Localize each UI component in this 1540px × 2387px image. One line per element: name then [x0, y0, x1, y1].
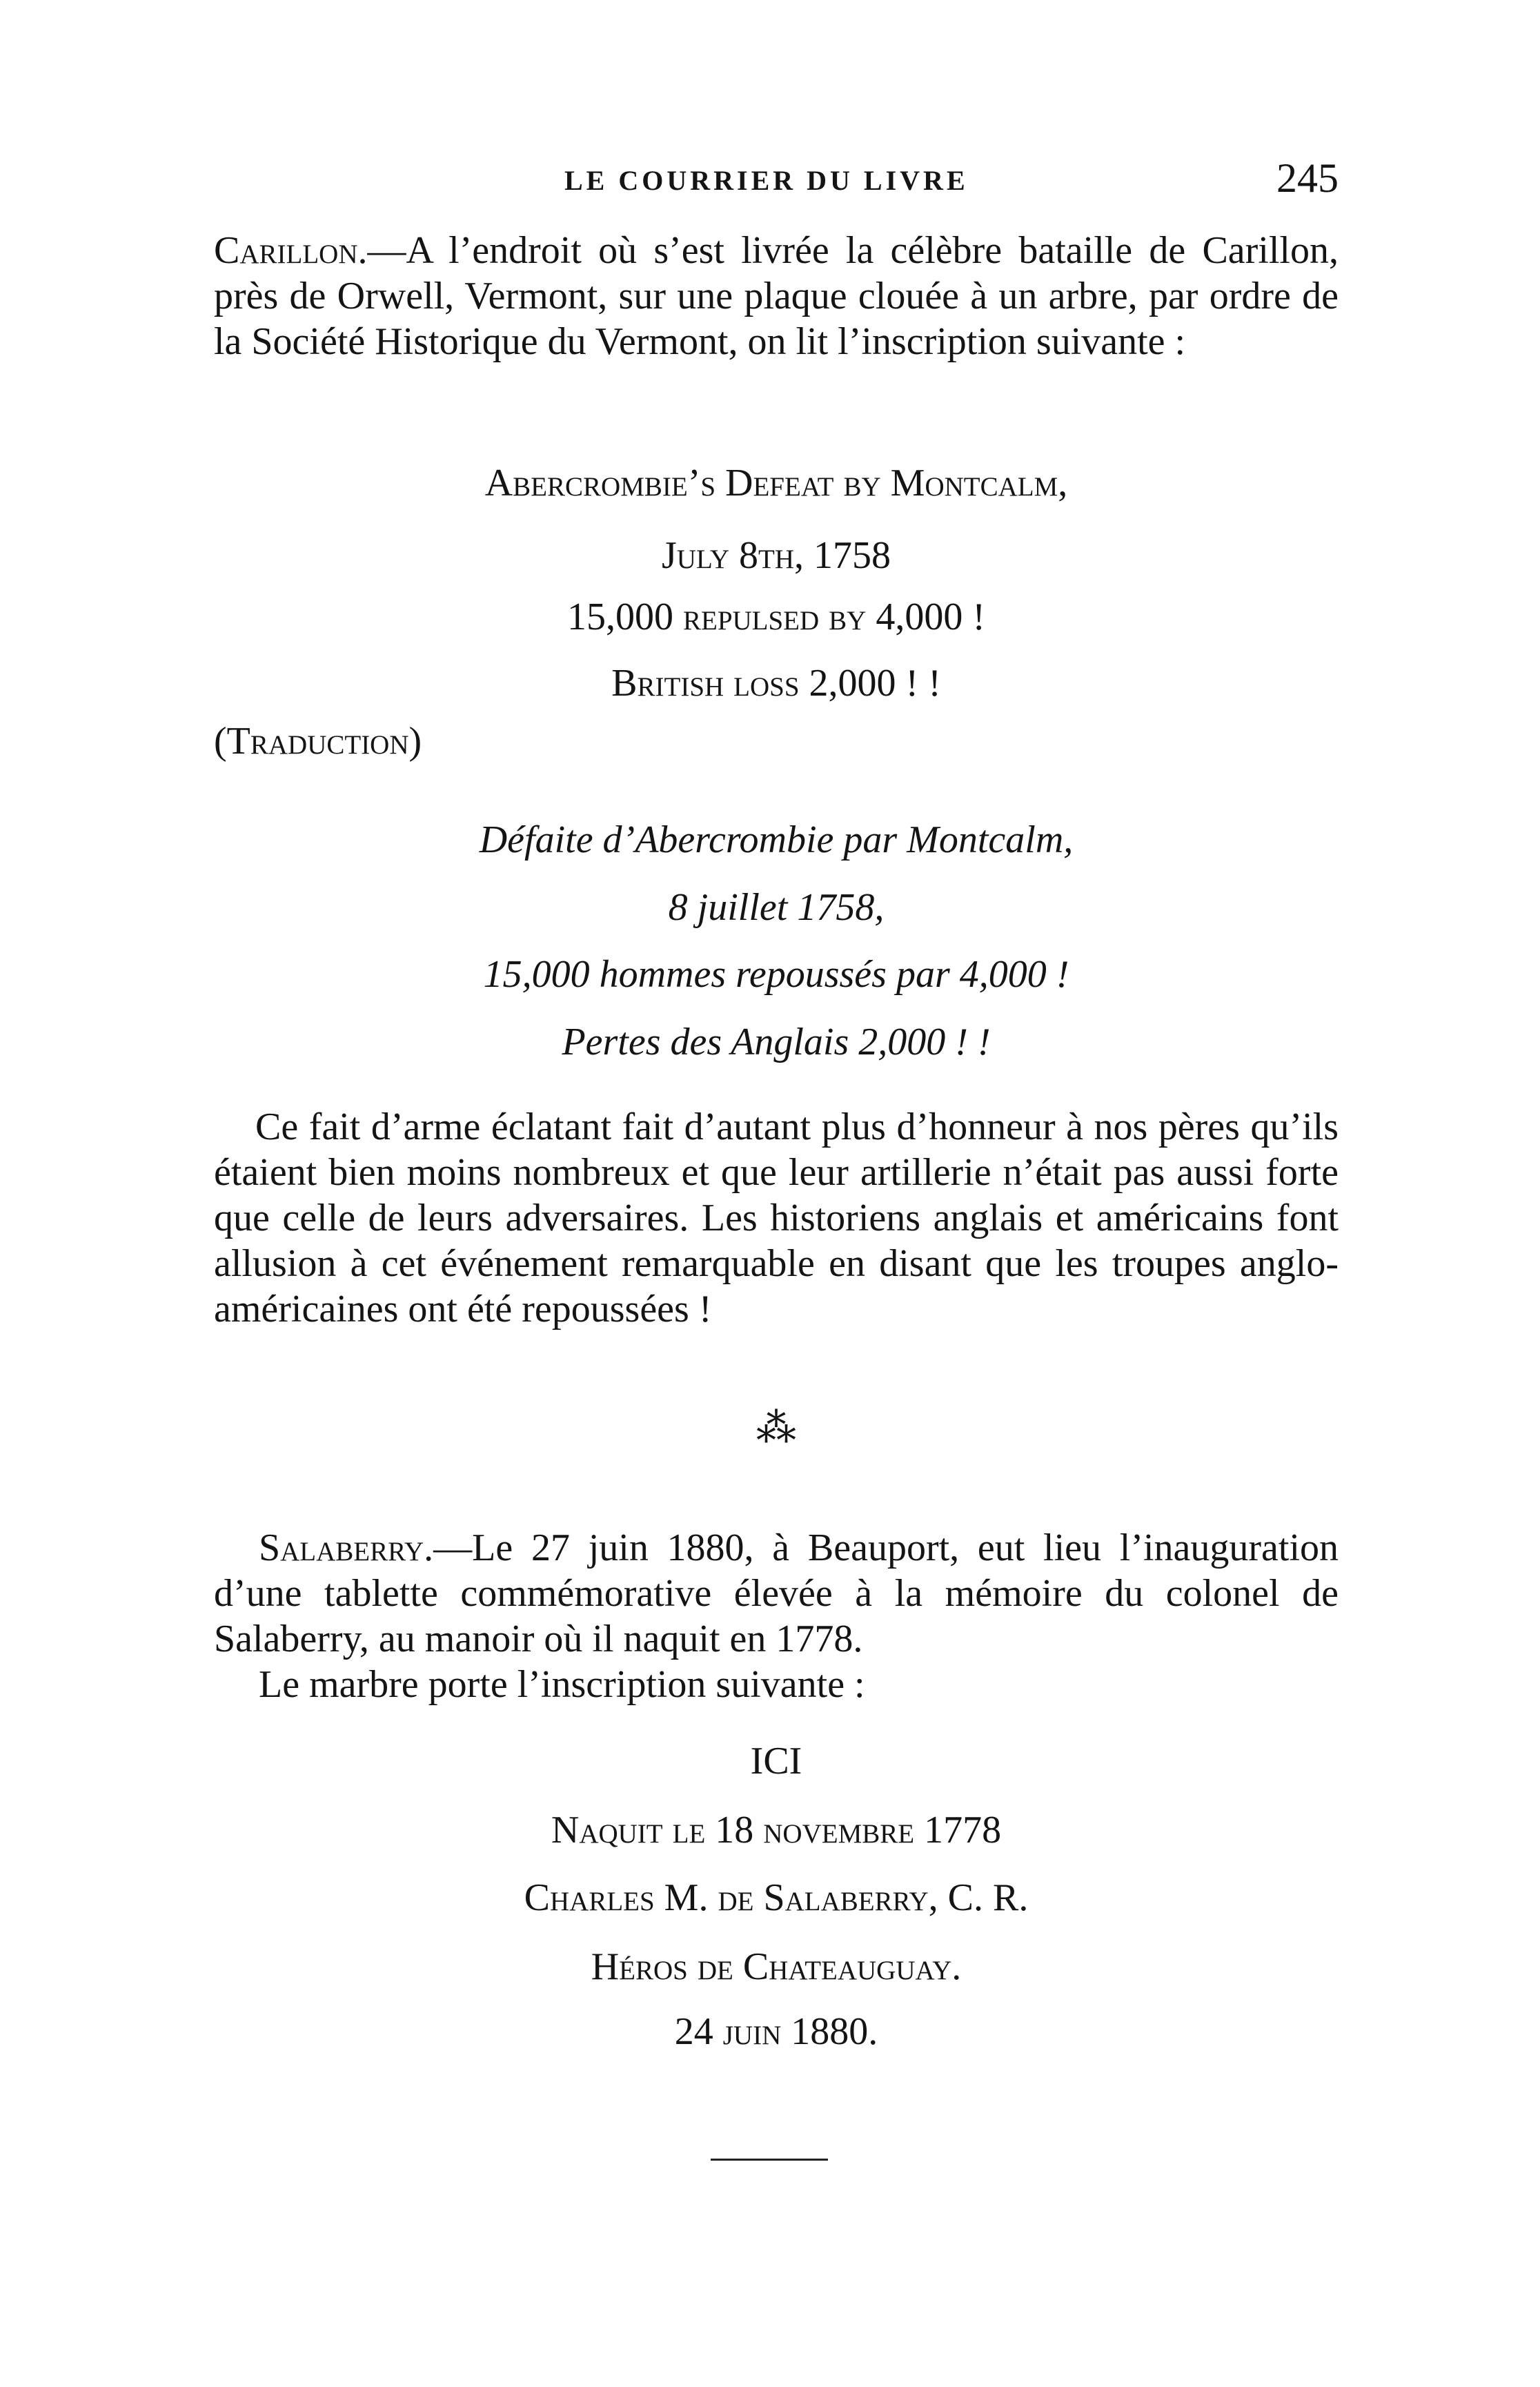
page-number: 245 — [1276, 155, 1339, 201]
page-header — [214, 155, 1339, 213]
inscription-fr-line-2: 8 juillet 1758, — [668, 886, 885, 929]
inscription-fr-line-4: Pertes des Anglais 2,000 ! ! — [562, 1021, 991, 1063]
carillon-text: —A l’endroit où s’est livrée la célèbre bataille de Carillon, près de Orwell, Vermont, sur une plaque clouée à un arbre, par ordre de la Société Historique du Vermont, on lit l’inscription suivante : — [214, 229, 1339, 363]
inscription-en-line-1: Abercrombie’s Defeat by Montcalm, — [484, 462, 1068, 504]
carillon-lead: Carillon. — [214, 229, 368, 272]
salaberry-lead: Salaberry. — [259, 1526, 434, 1569]
comment-paragraph: Ce fait d’arme éclatant fait d’autant plus d’honneur à nos pères qu’ils étaient bien moins nombreux et que leur artillerie n’était pas aussi forte que celle de leurs adversaires. Les historiens anglais et américains font allusion à cet événement remarquable en disant que les troupes anglo-américaines ont été repoussées ! — [214, 1106, 1339, 1330]
inscription-sal-line-4: Héros de Chateauguay. — [591, 1945, 962, 1988]
salaberry-text: —Le 27 juin 1880, à Beauport, eut lieu l’inauguration d’une tablette commémorative élevée à la mémoire du colonel de Salaberry, au manoir où il naquit en 1778. — [214, 1526, 1339, 1660]
inscription-fr-line-1: Défaite d’Abercrombie par Montcalm, — [479, 818, 1074, 861]
inscription-en-line-4: British loss 2,000 ! ! — [611, 662, 941, 705]
salaberry-intro: Le marbre porte l’inscription suivante : — [259, 1663, 865, 1706]
closing-rule — [711, 2159, 828, 2161]
traduction-label: (Traduction) — [214, 720, 422, 763]
salaberry-paragraph — [214, 1525, 1339, 1662]
inscription-sal-line-1: ICI — [750, 1740, 802, 1782]
inscription-en-line-2: July 8th, 1758 — [661, 534, 891, 577]
inscription-sal-line-3: Charles M. de Salaberry, C. R. — [524, 1876, 1029, 1919]
running-title: LE COURRIER DU LIVRE — [564, 165, 969, 196]
inscription-fr-line-3: 15,000 hommes repoussés par 4,000 ! — [483, 953, 1069, 996]
inscription-en-line-3: 15,000 repulsed by 4,000 ! — [566, 596, 985, 638]
inscription-sal-line-2: Naquit le 18 novembre 1778 — [551, 1809, 1002, 1851]
carillon-paragraph — [214, 228, 1339, 364]
inscription-sal-line-5: 24 juin 1880. — [674, 2010, 878, 2053]
section-separator: ⁂ — [756, 1406, 796, 1451]
